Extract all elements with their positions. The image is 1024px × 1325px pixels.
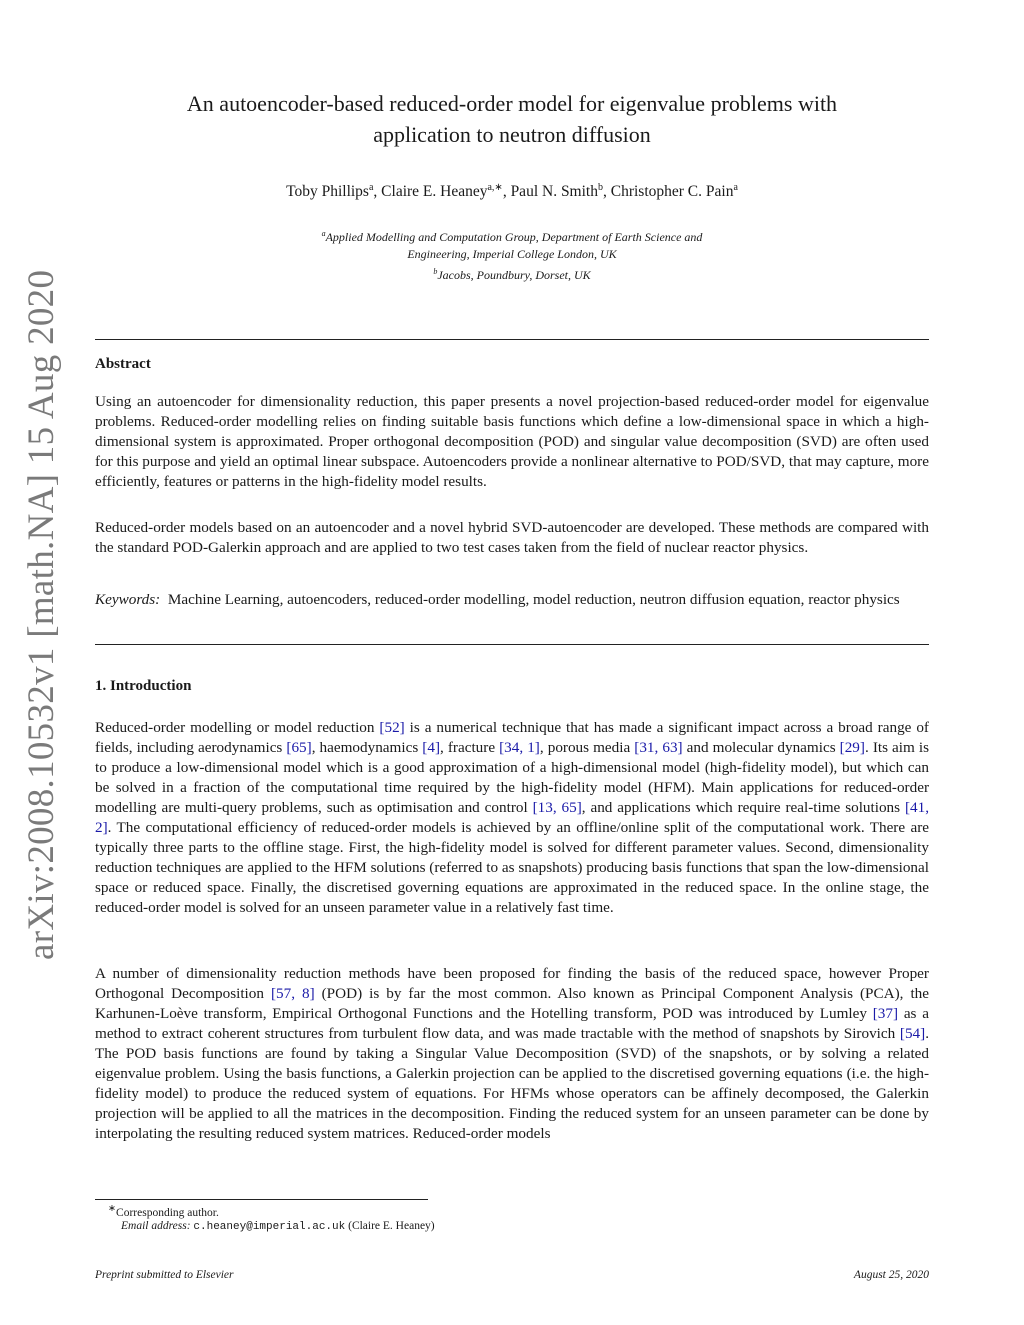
- affil-b-line: Jacobs, Poundbury, Dorset, UK: [437, 268, 591, 282]
- affil-a-line-1: Applied Modelling and Computation Group, Department of Earth Science and: [325, 230, 703, 244]
- affil-a-line-2: Engineering, Imperial College London, UK: [407, 247, 617, 261]
- title-line-1: An autoencoder-based reduced-order model for eigenvalue problems with: [186, 91, 838, 116]
- author-affil-mark: a,∗: [487, 182, 503, 193]
- footer-preprint: Preprint submitted to Elsevier: [95, 1269, 234, 1281]
- citation-link[interactable]: [31, 63]: [634, 739, 683, 756]
- author-name: Claire E. Heaney: [381, 183, 488, 201]
- author-affil-mark: b: [597, 182, 603, 193]
- footnote-mark: ∗: [108, 1203, 117, 1214]
- author-name: Paul N. Smith: [510, 183, 598, 201]
- affil-mark-b: b: [433, 267, 438, 276]
- abstract-paragraph-1: Using an autoencoder for dimensionality reduction, this paper presents a novel projection-based reduced-order model for eigenvalue problems. Reduced-order modelling relies on finding suitable basis functions which define a low-dimensional space in which a high-dimensional system is approximated. Proper orthogonal decomposition (POD) and singular value decomposition (SVD) are often used for this purpose and yield an optimal linear subspace. Autoencoders provide a nonlinear alternative to POD/SVD, that may capture, more efficiently, features or patterns in the high-fidelity model results.: [95, 393, 929, 490]
- title-line-2: application to neutron diffusion: [373, 122, 651, 147]
- footnote-email: [121, 1220, 435, 1233]
- abstract-top-rule: [95, 339, 929, 340]
- affil-mark-a: a: [321, 229, 326, 238]
- citation-link[interactable]: [4]: [422, 739, 441, 756]
- citation-link[interactable]: [37]: [872, 1005, 899, 1022]
- section-heading-introduction: 1. Introduction: [95, 678, 192, 694]
- citation-link[interactable]: [54]: [899, 1025, 926, 1042]
- citation-link[interactable]: [41, 2]: [95, 799, 929, 836]
- citation-link[interactable]: [52]: [379, 719, 405, 736]
- email-label: Email address:: [121, 1220, 191, 1232]
- email-owner: (Claire E. Heaney): [348, 1220, 435, 1232]
- arxiv-stamp: arXiv:2008.10532v1 [math.NA] 15 Aug 2020: [21, 269, 62, 960]
- author-list: Toby Phillips$^a$, Claire E. Heaney$^{a,∗}$, Paul N. Smith$^b$, Christopher C. Pain$^a$: [286, 182, 738, 201]
- abstract-bottom-rule: [95, 644, 929, 645]
- footnote-corresponding: [108, 1203, 219, 1219]
- keywords-text: Machine Learning, autoencoders, reduced-order modelling, model reduction, neutron diffusion equation, reactor physics: [167, 591, 900, 608]
- citation-link[interactable]: [65]: [286, 739, 312, 756]
- author-affil-mark: a: [368, 182, 374, 193]
- author-affil-mark: a: [733, 182, 738, 193]
- citation-link[interactable]: [13, 65]: [532, 799, 582, 816]
- intro-paragraph-1: Reduced-order modelling or model reduction [52] is a numerical technique that has made a significant impact across a broad range of fields, including aerodynamics [65], haemodynamics [4], fracture [34, 1], porous media [31, 63] and molecular dynamics [29]. Its aim is to produce a low-dimensional model which is a good approximation of a high-dimensional model (high-fidelity model), but which can be solved in a fraction of the computational time required by the high-fidelity model (HFM). Main applications for reduced-order modelling are multi-query problems, such as optimisation and control [13, 65], and applications which require real-time solutions [41, 2]. The computational efficiency of reduced-order models is achieved by an offline/online split of the computational work. There are typically three parts to the offline stage. First, the high-fidelity model is solved for different parameter values. Second, dimensionality reduction techniques are applied to the HFM solutions (referred to as snapshots) producing basis functions that span the low-dimensional space or reduced space. Finally, the discretised governing equations are approximated in the reduced space. In the online stage, the reduced-order model is solved for an unseen parameter value in a relatively fast time.: [95, 719, 929, 916]
- footnote-corresponding-text: Corresponding author.: [116, 1206, 219, 1219]
- affiliation-a: [95, 225, 929, 263]
- intro-paragraph-2: A number of dimensionality reduction methods have been proposed for finding the basis of the reduced space, however Proper Orthogonal Decomposition [57, 8] (POD) is by far the most common. Also known as Principal Component Analysis (PCA), the Karhunen-Loève transform, Empirical Orthogonal Functions and the Hotelling transform, POD was introduced by Lumley [37] as a method to extract coherent structures from turbulent flow data, and was made tractable with the method of snapshots by Sirovich [54]. The POD basis functions are found by taking a Singular Value Decomposition (SVD) of the snapshots, or by solving a related eigenvalue problem. Using the basis functions, a Galerkin projection can be applied to the discretised governing equations (i.e. the high-fidelity model) to produce the reduced system of equations. For HFMs whose operators can be affinely decomposed, the Galerkin projection will be applied to all the matrices in the decomposition. Finding the reduced system for an unseen parameter can be done by interpolating the resulting reduced system matrices. Reduced-order models: [95, 965, 929, 1142]
- keywords-label: Keywords:: [95, 591, 161, 608]
- footnote-rule: [95, 1199, 428, 1200]
- citation-link[interactable]: [34, 1]: [499, 739, 540, 756]
- author-name: Toby Phillips: [286, 183, 369, 201]
- citation-link[interactable]: [29]: [839, 739, 865, 756]
- paper-title: [95, 88, 929, 150]
- abstract-paragraph-2: Reduced-order models based on an autoencoder and a novel hybrid SVD-autoencoder are developed. These methods are compared with the standard POD-Galerkin approach and are applied to two test cases taken from the field of nuclear reactor physics.: [95, 519, 929, 556]
- citation-link[interactable]: [57, 8]: [270, 985, 315, 1002]
- affiliation-b: [95, 263, 929, 284]
- keywords: [95, 590, 929, 610]
- footer-date: August 25, 2020: [853, 1269, 929, 1281]
- email-address[interactable]: c.heaney@imperial.ac.uk: [193, 1221, 346, 1233]
- author-name: Christopher C. Pain: [610, 183, 734, 201]
- abstract-heading: Abstract: [95, 356, 151, 372]
